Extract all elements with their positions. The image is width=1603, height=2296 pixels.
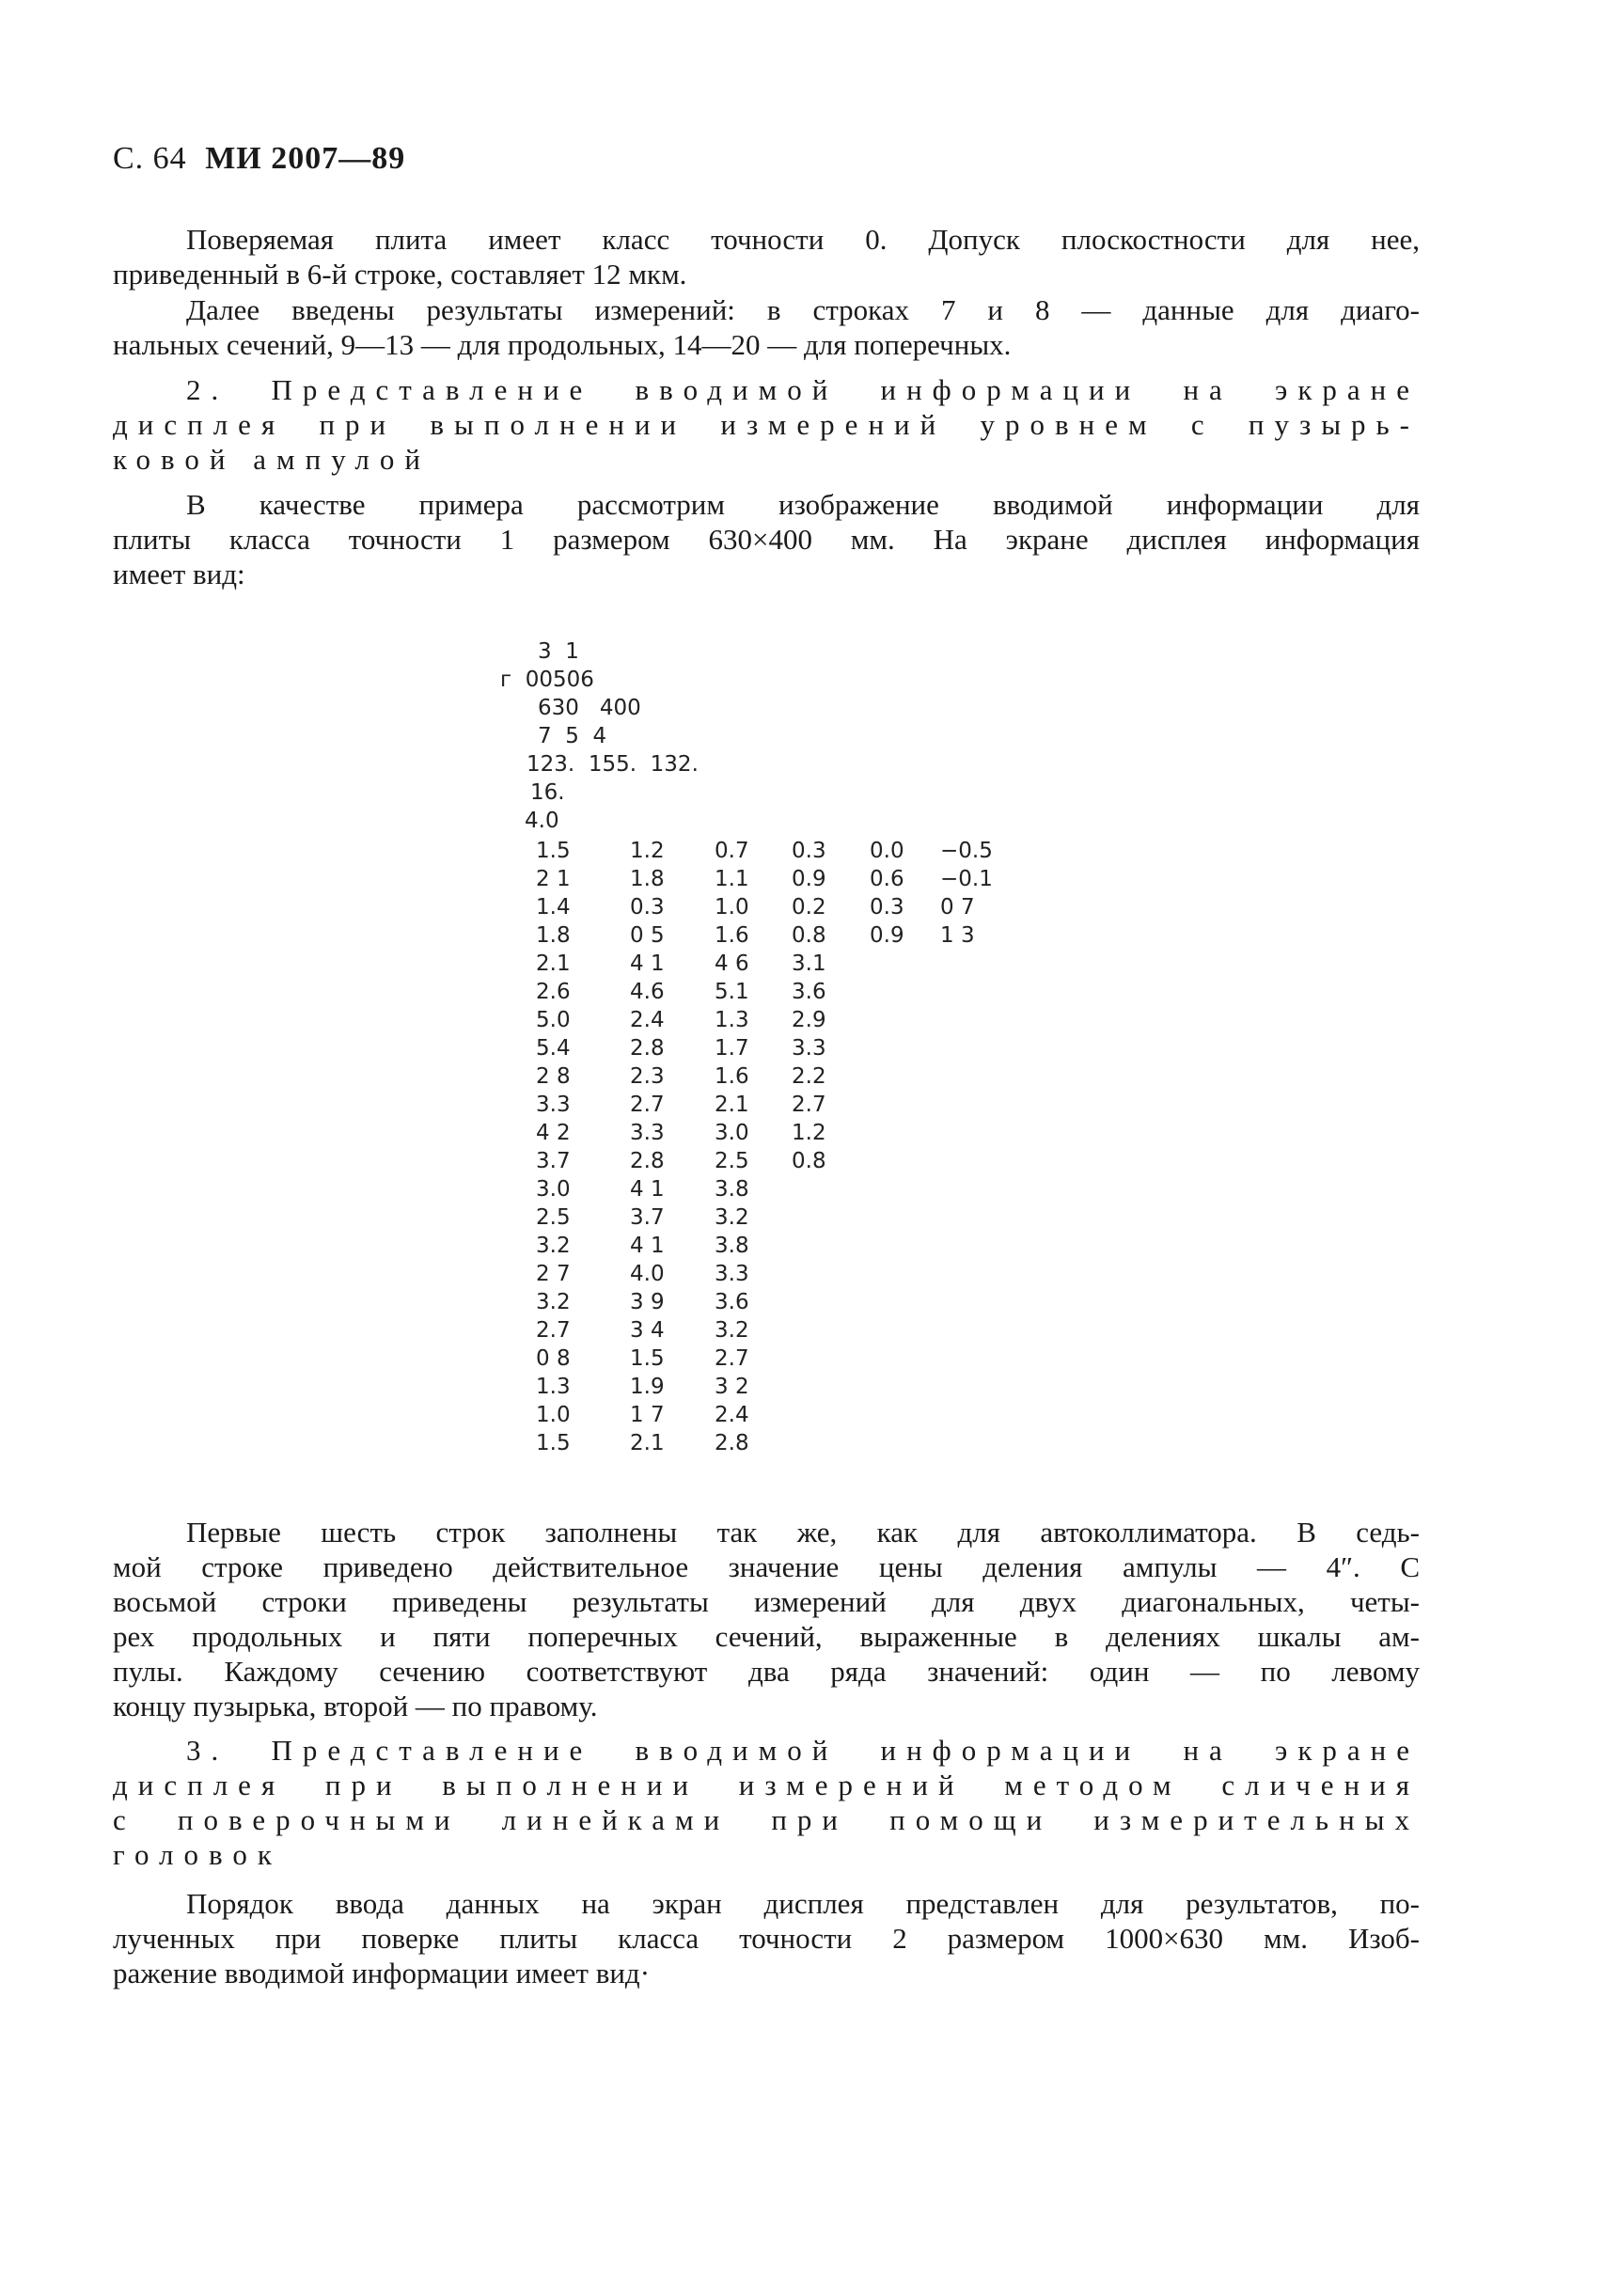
heading-line: 2. Представление вводимой информации на экране xyxy=(186,373,1420,406)
grid-cell: 2 1 xyxy=(536,867,571,891)
grid-cell: 2.8 xyxy=(630,1149,665,1173)
grid-cell: 2.1 xyxy=(536,951,571,976)
grid-cell: 2.6 xyxy=(536,980,571,1004)
grid-cell: 0.8 xyxy=(792,923,826,948)
heading-line: дисплея при выполнении измерений уровнем с пузырь- xyxy=(113,408,1420,441)
grid-cell: 2.5 xyxy=(536,1205,571,1230)
grid-cell: 3.8 xyxy=(715,1234,749,1258)
paragraph-example-intro xyxy=(113,487,1420,591)
section-2-heading xyxy=(113,372,1420,477)
grid-cell: 1.0 xyxy=(536,1403,571,1427)
grid-cell: 2.2 xyxy=(792,1064,826,1089)
page-number: С. 64 xyxy=(113,141,187,176)
grid-cell: 2.7 xyxy=(630,1093,665,1117)
grid-cell: 1.2 xyxy=(792,1121,826,1145)
heading-line: ковой ампулой xyxy=(113,443,431,476)
grid-cell: 2.7 xyxy=(792,1093,826,1117)
grid-cell: 1.6 xyxy=(715,923,749,948)
heading-line: с поверочными линейками при помощи измерительных xyxy=(113,1803,1420,1836)
grid-cell: 3.7 xyxy=(536,1149,571,1173)
grid-cell: 3.8 xyxy=(715,1177,749,1202)
grid-cell: 3.3 xyxy=(536,1093,571,1117)
text-line: Далее введены результаты измерений: в строках 7 и 8 — данные для диаго- xyxy=(186,293,1420,326)
grid-cell: 3.3 xyxy=(792,1036,826,1061)
paragraph-data-entry-order xyxy=(113,1886,1420,1990)
grid-cell: 4.0 xyxy=(630,1262,665,1286)
page-header xyxy=(113,141,405,177)
grid-cell: 1.1 xyxy=(715,867,749,891)
screen-line: 630 400 xyxy=(538,696,641,720)
text-line: пулы. Каждому сечению соответствуют два ряда значений: один — по левому xyxy=(113,1655,1420,1688)
grid-cell: 1.6 xyxy=(715,1064,749,1089)
grid-cell: 5.1 xyxy=(715,980,749,1004)
screen-line: 4.0 xyxy=(525,809,559,833)
grid-cell: 1.8 xyxy=(630,867,665,891)
grid-cell: 1.5 xyxy=(630,1346,665,1371)
grid-cell: 3.2 xyxy=(536,1234,571,1258)
heading-line: 3. Представление вводимой информации на экране xyxy=(186,1734,1420,1767)
text-line: ражение вводимой информации имеет вид· xyxy=(113,1957,651,1989)
text-line: приведенный в 6-й строке, составляет 12 мкм. xyxy=(113,258,687,291)
document-code: МИ 2007—89 xyxy=(205,141,406,176)
screen-line: 3 1 xyxy=(538,639,579,664)
text-line: Порядок ввода данных на экран дисплея представлен для результатов, по- xyxy=(186,1887,1420,1920)
grid-cell: 1.0 xyxy=(715,895,749,920)
paragraph-first-six-lines xyxy=(113,1515,1420,1723)
grid-cell: 1.8 xyxy=(536,923,571,948)
grid-cell: 2.9 xyxy=(792,1008,826,1032)
grid-cell: 3.0 xyxy=(715,1121,749,1145)
grid-cell: 5.4 xyxy=(536,1036,571,1061)
grid-cell: 4 6 xyxy=(715,951,749,976)
text-line: имеет вид: xyxy=(113,558,245,590)
grid-cell: 0.3 xyxy=(630,895,665,920)
grid-cell: 3.2 xyxy=(715,1318,749,1343)
paragraph-plate-class xyxy=(113,222,1420,291)
section-3-heading xyxy=(113,1733,1420,1872)
grid-cell: 0.9 xyxy=(870,923,904,948)
grid-cell: 2.4 xyxy=(715,1403,749,1427)
grid-cell: 1.3 xyxy=(715,1008,749,1032)
grid-cell: −0.1 xyxy=(940,867,993,891)
grid-cell: 2.1 xyxy=(630,1431,665,1455)
grid-cell: 3.3 xyxy=(715,1262,749,1286)
heading-line: дисплея при выполнении измерений методом сличения xyxy=(113,1769,1420,1801)
grid-cell: 0.6 xyxy=(870,867,904,891)
grid-cell: 4 1 xyxy=(630,1234,665,1258)
text-line: Первые шесть строк заполнены так же, как для автоколлиматора. В седь- xyxy=(186,1516,1420,1549)
grid-cell: 3.6 xyxy=(792,980,826,1004)
text-line: лученных при поверке плиты класса точности 2 размером 1000×630 мм. Изоб- xyxy=(113,1922,1420,1955)
grid-cell: 3.2 xyxy=(536,1290,571,1314)
grid-cell: 4 1 xyxy=(630,951,665,976)
text-line: нальных сечений, 9—13 — для продольных, 14—20 — для поперечных. xyxy=(113,328,1012,361)
grid-cell: 3.3 xyxy=(630,1121,665,1145)
grid-cell: 0.8 xyxy=(792,1149,826,1173)
grid-cell: 3.0 xyxy=(536,1177,571,1202)
screen-line: 7 5 4 xyxy=(538,724,607,748)
grid-cell: 0.0 xyxy=(870,839,904,863)
grid-cell: 1.5 xyxy=(536,1431,571,1455)
grid-cell: 2.1 xyxy=(715,1093,749,1117)
grid-cell: 5.0 xyxy=(536,1008,571,1032)
grid-cell: 3.2 xyxy=(715,1205,749,1230)
heading-line: головок xyxy=(113,1838,282,1871)
screen-line: г 00506 xyxy=(500,668,594,692)
text-line: мой строке приведено действительное значение цены деления ампулы — 4″. С xyxy=(113,1550,1420,1583)
text-line: Поверяемая плита имеет класс точности 0. Допуск плоскостности для нее, xyxy=(186,223,1420,256)
grid-cell: 0.3 xyxy=(870,895,904,920)
grid-cell: 0.9 xyxy=(792,867,826,891)
paragraph-measurement-results xyxy=(113,292,1420,362)
grid-cell: 1.2 xyxy=(630,839,665,863)
grid-cell: 0.3 xyxy=(792,839,826,863)
screen-line: 16. xyxy=(530,780,565,805)
grid-cell: 3 4 xyxy=(630,1318,665,1343)
grid-cell: 2.7 xyxy=(536,1318,571,1343)
grid-cell: 4.6 xyxy=(630,980,665,1004)
grid-cell: 0 8 xyxy=(536,1346,571,1371)
grid-cell: 1.5 xyxy=(536,839,571,863)
text-line: концу пузырька, второй — по правому. xyxy=(113,1690,598,1722)
grid-cell: 2.8 xyxy=(630,1036,665,1061)
text-line: плиты класса точности 1 размером 630×400 мм. На экране дисплея информация xyxy=(113,523,1420,556)
grid-cell: 0.7 xyxy=(715,839,749,863)
grid-cell: −0.5 xyxy=(940,839,993,863)
grid-cell: 3 2 xyxy=(715,1375,749,1399)
text-line: рех продольных и пяти поперечных сечений, выраженные в делениях шкалы ам- xyxy=(113,1620,1420,1653)
grid-cell: 4 2 xyxy=(536,1121,571,1145)
grid-cell: 1.9 xyxy=(630,1375,665,1399)
grid-cell: 3 9 xyxy=(630,1290,665,1314)
grid-cell: 1.3 xyxy=(536,1375,571,1399)
grid-cell: 3.6 xyxy=(715,1290,749,1314)
grid-cell: 2 8 xyxy=(536,1064,571,1089)
grid-cell: 2.7 xyxy=(715,1346,749,1371)
grid-cell: 0 7 xyxy=(940,895,975,920)
grid-cell: 0.2 xyxy=(792,895,826,920)
grid-cell: 4 1 xyxy=(630,1177,665,1202)
grid-cell: 1.7 xyxy=(715,1036,749,1061)
grid-cell: 2 7 xyxy=(536,1262,571,1286)
grid-cell: 3.1 xyxy=(792,951,826,976)
grid-cell: 2.8 xyxy=(715,1431,749,1455)
text-line: В качестве примера рассмотрим изображение вводимой информации для xyxy=(186,488,1420,521)
grid-cell: 1 3 xyxy=(940,923,975,948)
grid-cell: 3.7 xyxy=(630,1205,665,1230)
grid-cell: 1 7 xyxy=(630,1403,665,1427)
text-line: восьмой строки приведены результаты измерений для двух диагональных, четы- xyxy=(113,1585,1420,1618)
screen-line: 123. 155. 132. xyxy=(526,752,699,777)
grid-cell: 1.4 xyxy=(536,895,571,920)
grid-cell: 2.5 xyxy=(715,1149,749,1173)
grid-cell: 2.4 xyxy=(630,1008,665,1032)
grid-cell: 0 5 xyxy=(630,923,665,948)
grid-cell: 2.3 xyxy=(630,1064,665,1089)
